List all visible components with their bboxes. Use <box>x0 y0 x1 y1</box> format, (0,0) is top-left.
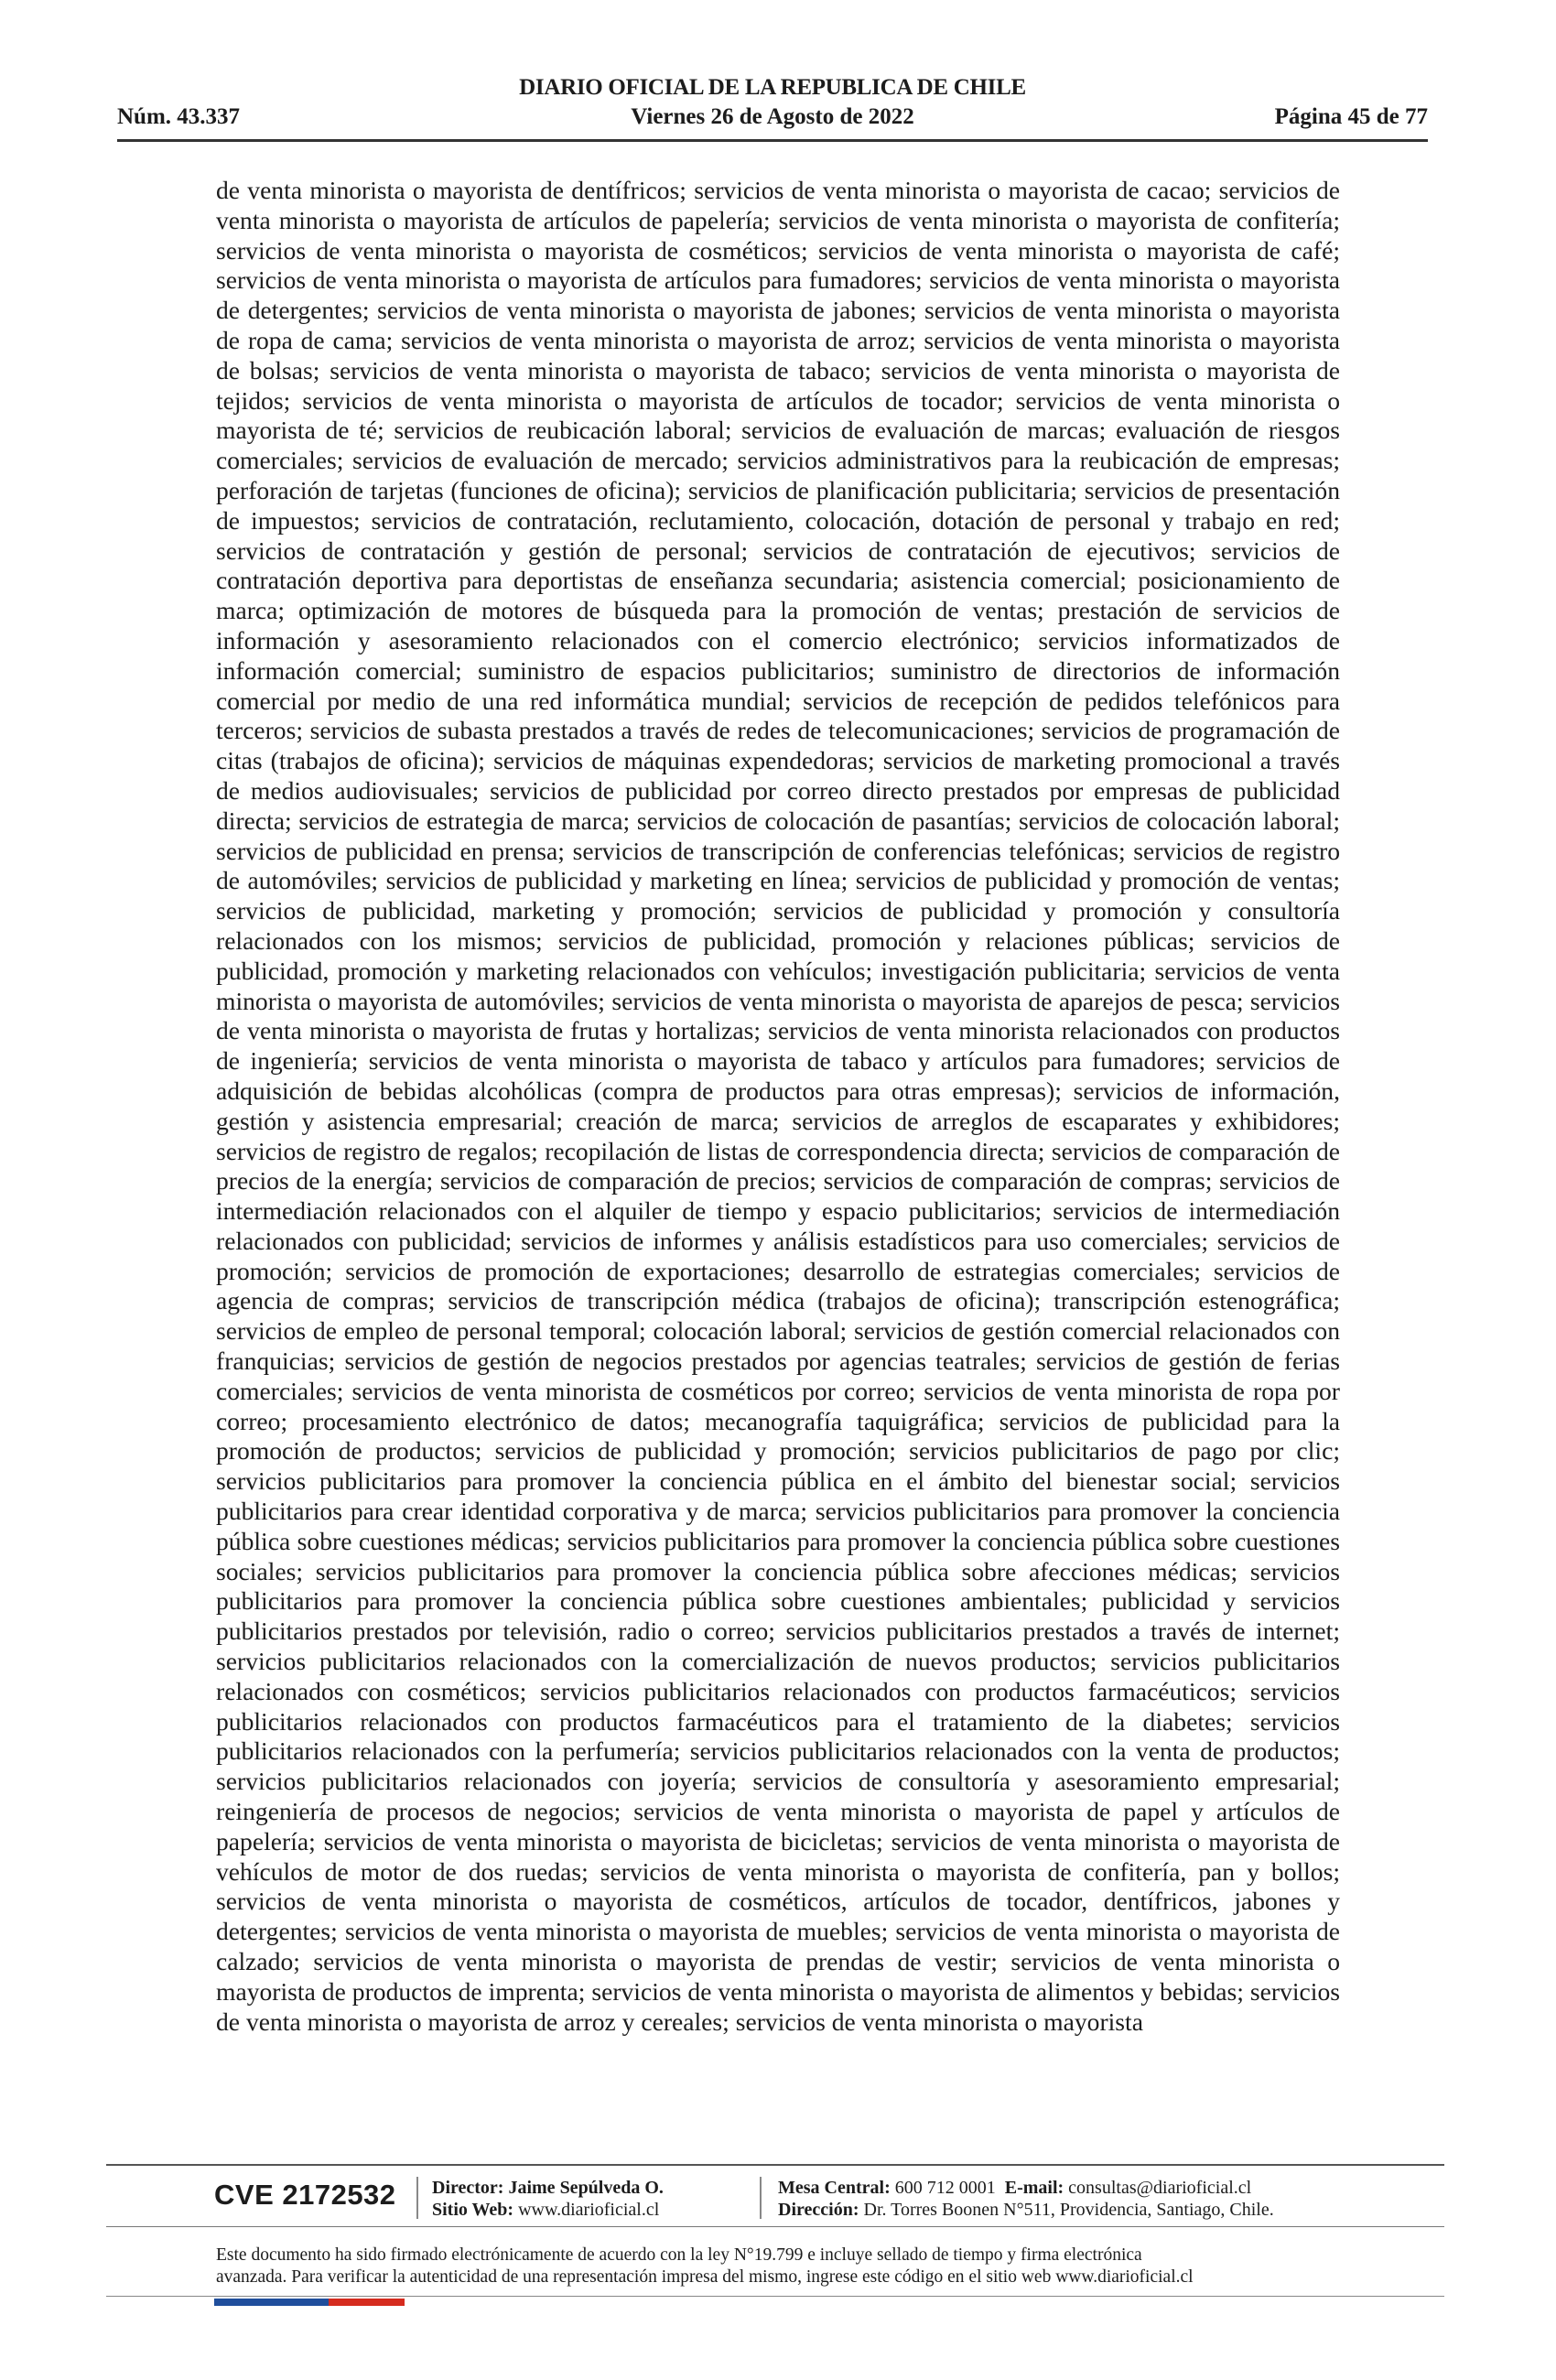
legal-line: avanzada. Para verificar la autenticidad de una representación impresa del mismo, ingrese este código en el sitio web www.diarioficial.cl <box>216 2267 1194 2287</box>
flag-segment <box>290 2299 329 2306</box>
issue-number: Núm. 43.337 <box>117 104 241 129</box>
header-divider <box>117 139 1428 142</box>
phone-value: 600 712 0001 <box>894 2178 996 2198</box>
website-link[interactable]: www.diarioficial.cl <box>518 2200 660 2220</box>
footer-divider-top <box>106 2164 1444 2166</box>
body-text: de venta minorista o mayorista de dentífricos; servicios de venta minorista o mayorista de cacao; servicios de venta minorista o mayorista de artículos de papelería; servicios de venta minorista o mayorista de confitería; servicios de venta minorista o mayorista de cosméticos; servicios de venta minorista o mayorista de café; servicios de venta minorista o mayorista de artículos para fumadores; servicios de venta minorista o mayorista de detergentes; servicios de venta minorista o mayorista de jabones; servicios de venta minorista o mayorista de ropa de cama; servicios de venta minorista o mayorista de arroz; servicios de venta minorista o mayorista de bolsas; servicios de venta minorista o mayorista de tabaco; servicios de venta minorista o mayorista de tejidos; servicios de venta minorista o mayorista de artículos de tocador; servicios de venta minorista o mayorista de té; servicios de reubicación laboral; servicios de evaluación de marcas; evaluación de riesgos comerciales; servicios de evaluación de mercado; servicios administrativos para la reubicación de empresas; perforación de tarjetas (funciones de oficina); servicios de planificación publicitaria; servicios de presentación de impuestos; servicios de contratación, reclutamiento, colocación, dotación de personal y trabajo en red; servicios de contratación y gestión de personal; servicios de contratación de ejecutivos; servicios de contratación deportiva para deportistas de enseñanza secundaria; asistencia comercial; posicionamiento de marca; optimización de motores de búsqueda para la promoción de ventas; prestación de servicios de información y asesoramiento relacionados con el comercio electrónico; servicios informatizados de información comercial; suministro de espacios publicitarios; suministro de directorios de información comercial por medio de una red informática mundial; servicios de recepción de pedidos telefónicos para terceros; servicios de subasta prestados a través de redes de telecomunicaciones; servicios de programación de citas (trabajos de oficina); servicios de máquinas expendedoras; servicios de marketing promocional a través de medios audiovisuales; servicios de publicidad por correo directo prestados por empresas de publicidad directa; servicios de estrategia de marca; servicios de colocación de pasantías; servicios de colocación laboral; servicios de publicidad en prensa; servicios de transcripción de conferencias telefónicas; servicios de registro de automóviles; servicios de publicidad y marketing en línea; servicios de publicidad y promoción de ventas; servicios de publicidad, marketing y promoción; servicios de publicidad y promoción y consultoría relacionados con los mismos; servicios de publicidad, promoción y relaciones públicas; servicios de publicidad, promoción y marketing relacionados con vehículos; investigación publicitaria; servicios de venta minorista o mayorista de automóviles; servicios de venta minorista o mayorista de aparejos de pesca; servicios de venta minorista o mayorista de frutas y hortalizas; servicios de venta minorista relacionados con productos de ingeniería; servicios de venta minorista o mayorista de tabaco y artículos para fumadores; servicios de adquisición de bebidas alcohólicas (compra de productos para otras empresas); servicios de información, gestión y asistencia empresarial; creación de marca; servicios de arreglos de escaparates y exhibidores; servicios de registro de regalos; recopilación de listas de correspondencia directa; servicios de comparación de precios de la energía; servicios de comparación de precios; servicios de comparación de compras; servicios de intermediación relacionados con el alquiler de tiempo y espacio publicitarios; servicios de intermediación relacionados con publicidad; servicios de informes y análisis estadísticos para uso comerciales; servicios de promoción; servicios de promoción de exportaciones; desarrollo de estrategias comerciales; servicios de agencia de compras; servicios de transcripción médica (trabajos de oficina); transcripción estenográfica; servicios de empleo de personal temporal; colocación laboral; servicios de gestión comercial relacionados con franquicias; servicios de gestión de negocios prestados por agencias teatrales; servicios de gestión de ferias comerciales; servicios de venta minorista de cosméticos por correo; servicios de venta minorista de ropa por correo; procesamiento electrónico de datos; mecanografía taquigráfica; servicios de publicidad para la promoción de productos; servicios de publicidad y promoción; servicios publicitarios de pago por clic; servicios publicitarios para promover la conciencia pública en el ámbito del bienestar social; servicios publicitarios para crear identidad corporativa y de marca; servicios publicitarios para promover la conciencia pública sobre cuestiones médicas; servicios publicitarios para promover la conciencia pública sobre cuestiones sociales; servicios publicitarios para promover la conciencia pública sobre afecciones médicas; servicios publicitarios para promover la conciencia pública sobre cuestiones ambientales; publicidad y servicios publicitarios prestados por televisión, radio o correo; servicios publicitarios prestados a través de internet; servicios publicitarios relacionados con la comercialización de nuevos productos; servicios publicitarios relacionados con cosméticos; servicios publicitarios relacionados con productos farmacéuticos; servicios publicitarios relacionados con productos farmacéuticos para el tratamiento de la diabetes; servicios publicitarios relacionados con la perfumería; servicios publicitarios relacionados con la venta de productos; servicios publicitarios relacionados con joyería; servicios de consultoría y asesoramiento empresarial; reingeniería de procesos de negocios; servicios de venta minorista o mayorista de papel y artículos de papelería; servicios de venta minorista o mayorista de bicicletas; servicios de venta minorista o mayorista de vehículos de motor de dos ruedas; servicios de venta minorista o mayorista de confitería, pan y bollos; servicios de venta minorista o mayorista de cosméticos, artículos de tocador, dentífricos, jabones y detergentes; servicios de venta minorista o mayorista de muebles; servicios de venta minorista o mayorista de calzado; servicios de venta minorista o mayorista de prendas de vestir; servicios de venta minorista o mayorista de productos de imprenta; servicios de venta minorista o mayorista de alimentos y bebidas; servicios de venta minorista o mayorista de arroz y cereales; servicios de venta minorista o mayorista <box>216 176 1340 2036</box>
page-header <box>117 73 1428 146</box>
director-label: Director: <box>432 2178 504 2198</box>
flag-stripe <box>214 2299 405 2306</box>
director-name: Jaime Sepúlveda O. <box>508 2178 664 2198</box>
page-indicator: Página 45 de 77 <box>1274 104 1428 129</box>
issue-date: Viernes 26 de Agosto de 2022 <box>631 104 914 129</box>
footer-divider-bottom <box>106 2296 1444 2297</box>
footer-separator <box>760 2177 762 2219</box>
flag-segment <box>214 2299 253 2306</box>
flag-segment <box>366 2299 405 2306</box>
address-label: Dirección: <box>778 2200 859 2220</box>
website-label: Sitio Web: <box>432 2200 514 2220</box>
footer-director-block <box>432 2177 664 2221</box>
footer-contact-block <box>778 2177 1274 2221</box>
email-label: E-mail: <box>1004 2178 1064 2198</box>
legal-notice <box>216 2245 1360 2288</box>
address-value: Dr. Torres Boonen N°511, Providencia, Santiago, Chile. <box>863 2200 1274 2220</box>
footer-divider-mid <box>106 2226 1444 2227</box>
flag-segment <box>329 2299 367 2306</box>
legal-line: Este documento ha sido firmado electrónicamente de acuerdo con la ley N°19.799 e incluye sellado de tiempo y firma electrónica <box>216 2245 1142 2265</box>
journal-title: DIARIO OFICIAL DE LA REPUBLICA DE CHILE <box>519 75 1026 100</box>
flag-segment <box>253 2299 291 2306</box>
footer-separator <box>416 2177 418 2219</box>
cve-code: CVE 2172532 <box>214 2179 396 2211</box>
email-link[interactable]: consultas@diarioficial.cl <box>1068 2178 1252 2198</box>
phone-label: Mesa Central: <box>778 2178 891 2198</box>
